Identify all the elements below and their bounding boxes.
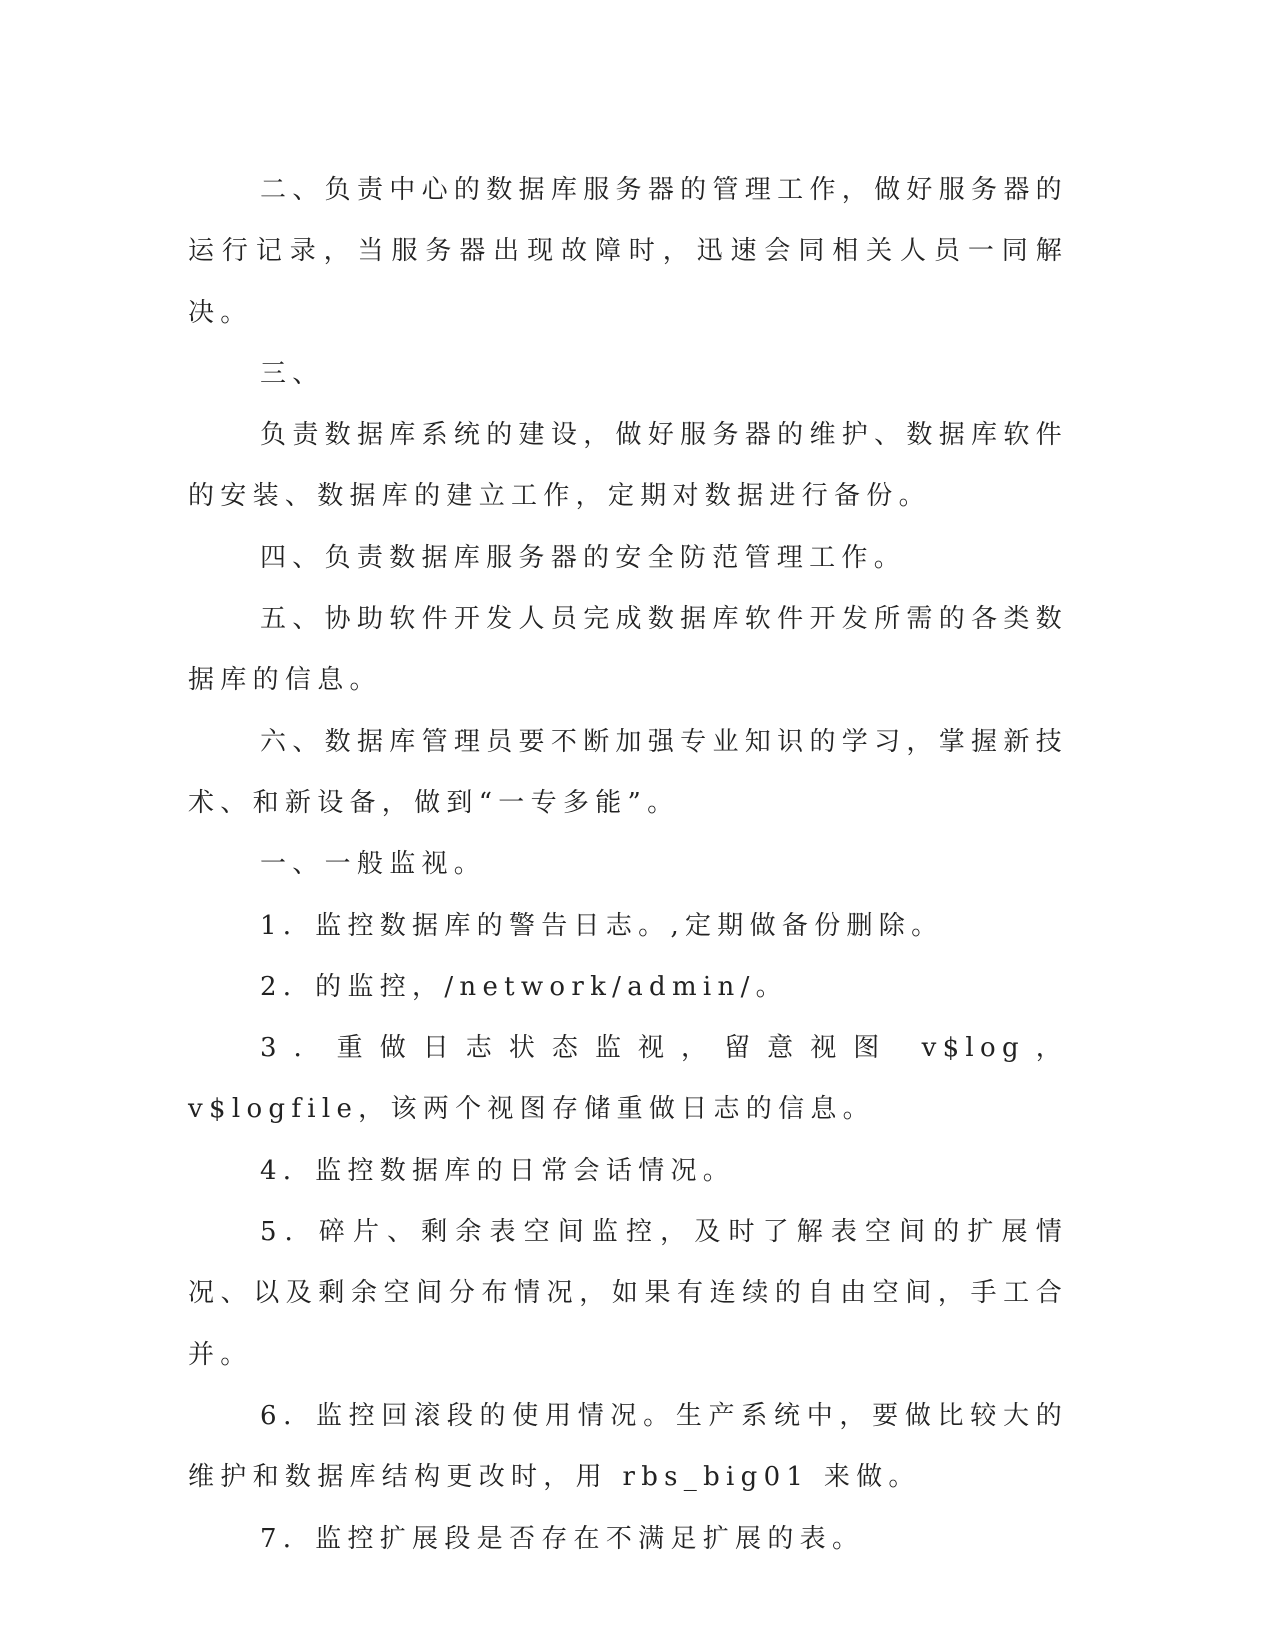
paragraph-section-general-monitoring: 一、一般监视。	[260, 849, 487, 880]
paragraph-item-4: 4．监控数据库的日常会话情况。	[260, 1155, 736, 1186]
paragraph-duty-6: 六、数据库管理员要不断加强专业知识的学习，掌握新技术、和新设备，做到“一专多能”。	[188, 726, 1068, 818]
paragraph-duty-5: 五、协助软件开发人员完成数据库软件开发所需的各类数据库的信息。	[188, 604, 1068, 696]
paragraph-item-7: 7．监控扩展段是否存在不满足扩展的表。	[260, 1523, 865, 1554]
paragraph-duty-3-number: 三、	[260, 358, 325, 389]
paragraph-duty-4: 四、负责数据库服务器的安全防范管理工作。	[260, 542, 907, 573]
paragraph-item-5: 5．碎片、剩余表空间监控，及时了解表空间的扩展情况、以及剩余空间分布情况，如果有连续的自由空间，手工合并。	[188, 1217, 1068, 1370]
document-body	[188, 160, 1068, 1570]
paragraph-duty-2: 二、负责中心的数据库服务器的管理工作，做好服务器的运行记录，当服务器出现故障时，迅速会同相关人员一同解决。	[188, 175, 1068, 328]
paragraph-item-6: 6．监控回滚段的使用情况。生产系统中，要做比较大的维护和数据库结构更改时，用 rbs_big01 来做。	[188, 1400, 1068, 1493]
paragraph-item-1: 1．监控数据库的警告日志。,定期做备份删除。	[260, 910, 944, 941]
paragraph-duty-3-text: 负责数据库系统的建设，做好服务器的维护、数据库软件的安装、数据库的建立工作，定期对数据进行备份。	[188, 420, 1068, 512]
paragraph-item-3: 3．重做日志状态监视，留意视图 v$log，v$logfile，该两个视图存储重做日志的信息。	[188, 1033, 1068, 1125]
paragraph-item-2: 2．的监控，/network/admin/。	[260, 971, 788, 1002]
